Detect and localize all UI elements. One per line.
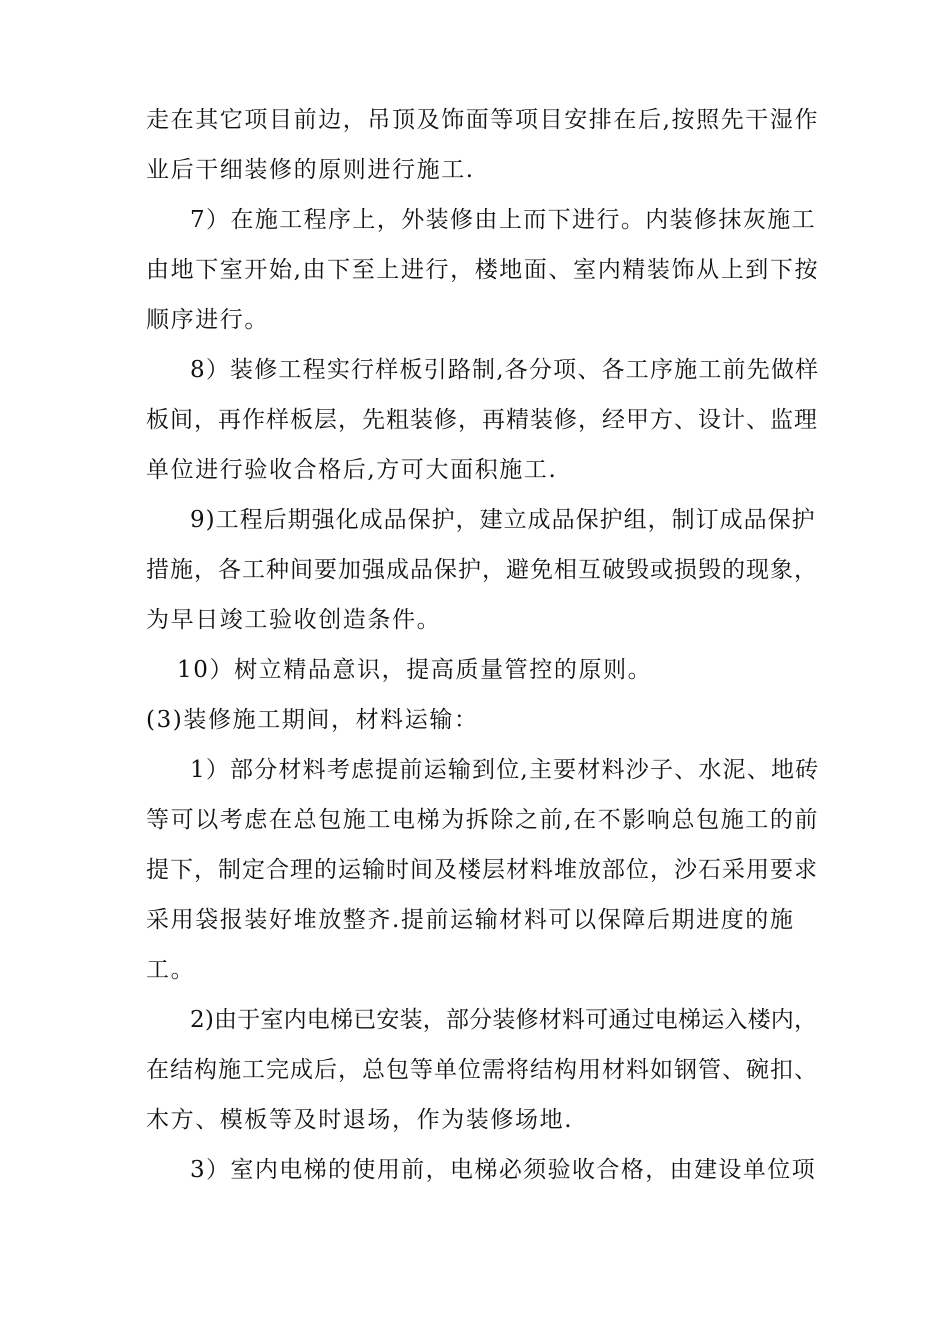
paragraph-line: 等可以考虑在总包施工电梯为拆除之前,在不影响总包施工的前 [146,807,820,833]
paragraph-line: 9)工程后期强化成品保护，建立成品保护组，制订成品保护 [190,507,816,533]
paragraph-line: 3）室内电梯的使用前，电梯必须验收合格，由建设单位项 [190,1157,817,1183]
paragraph-line: 走在其它项目前边，吊顶及饰面等项目安排在后,按照先干湿作 [146,107,820,133]
paragraph-line: 在结构施工完成后，总包等单位需将结构用材料如钢管、碗扣、 [146,1057,818,1083]
paragraph-line: 10）树立精品意识，提高质量管控的原则。 [177,657,653,683]
paragraph-line: 板间，再作样板层，先粗装修，再精装修，经甲方、设计、监理 [146,407,818,433]
paragraph-line: 8）装修工程实行样板引路制,各分项、各工序施工前先做样 [190,357,820,383]
paragraph-line: 7）在施工程序上，外装修由上而下进行。内装修抹灰施工 [190,207,817,233]
paragraph-line: 工。 [146,957,196,983]
paragraph-line: 单位进行验收合格后,方可大面积施工. [146,457,558,483]
paragraph-line: 2)由于室内电梯已安装，部分装修材料可通过电梯运入楼内， [190,1007,818,1033]
paragraph-line: 木方、模板等及时退场，作为装修场地. [146,1107,574,1133]
paragraph-line: 提下，制定合理的运输时间及楼层材料堆放部位，沙石采用要求 [146,857,818,883]
paragraph-line: 为早日竣工验收创造条件。 [146,607,442,633]
paragraph-line: 措施，各工种间要加强成品保护，避免相互破毁或损毁的现象， [146,557,818,583]
paragraph-line: 顺序进行。 [146,307,269,333]
paragraph-line: 由地下室开始,由下至上进行，楼地面、室内精装饰从上到下按 [146,257,820,283]
paragraph-line: 业后干细装修的原则进行施工. [146,157,475,183]
section-heading: (3)装修施工期间，材料运输： [146,707,479,733]
paragraph-line: 采用袋报装好堆放整齐.提前运输材料可以保障后期进度的施 [146,907,795,933]
paragraph-line: 1）部分材料考虑提前运输到位,主要材料沙子、水泥、地砖 [190,757,820,783]
